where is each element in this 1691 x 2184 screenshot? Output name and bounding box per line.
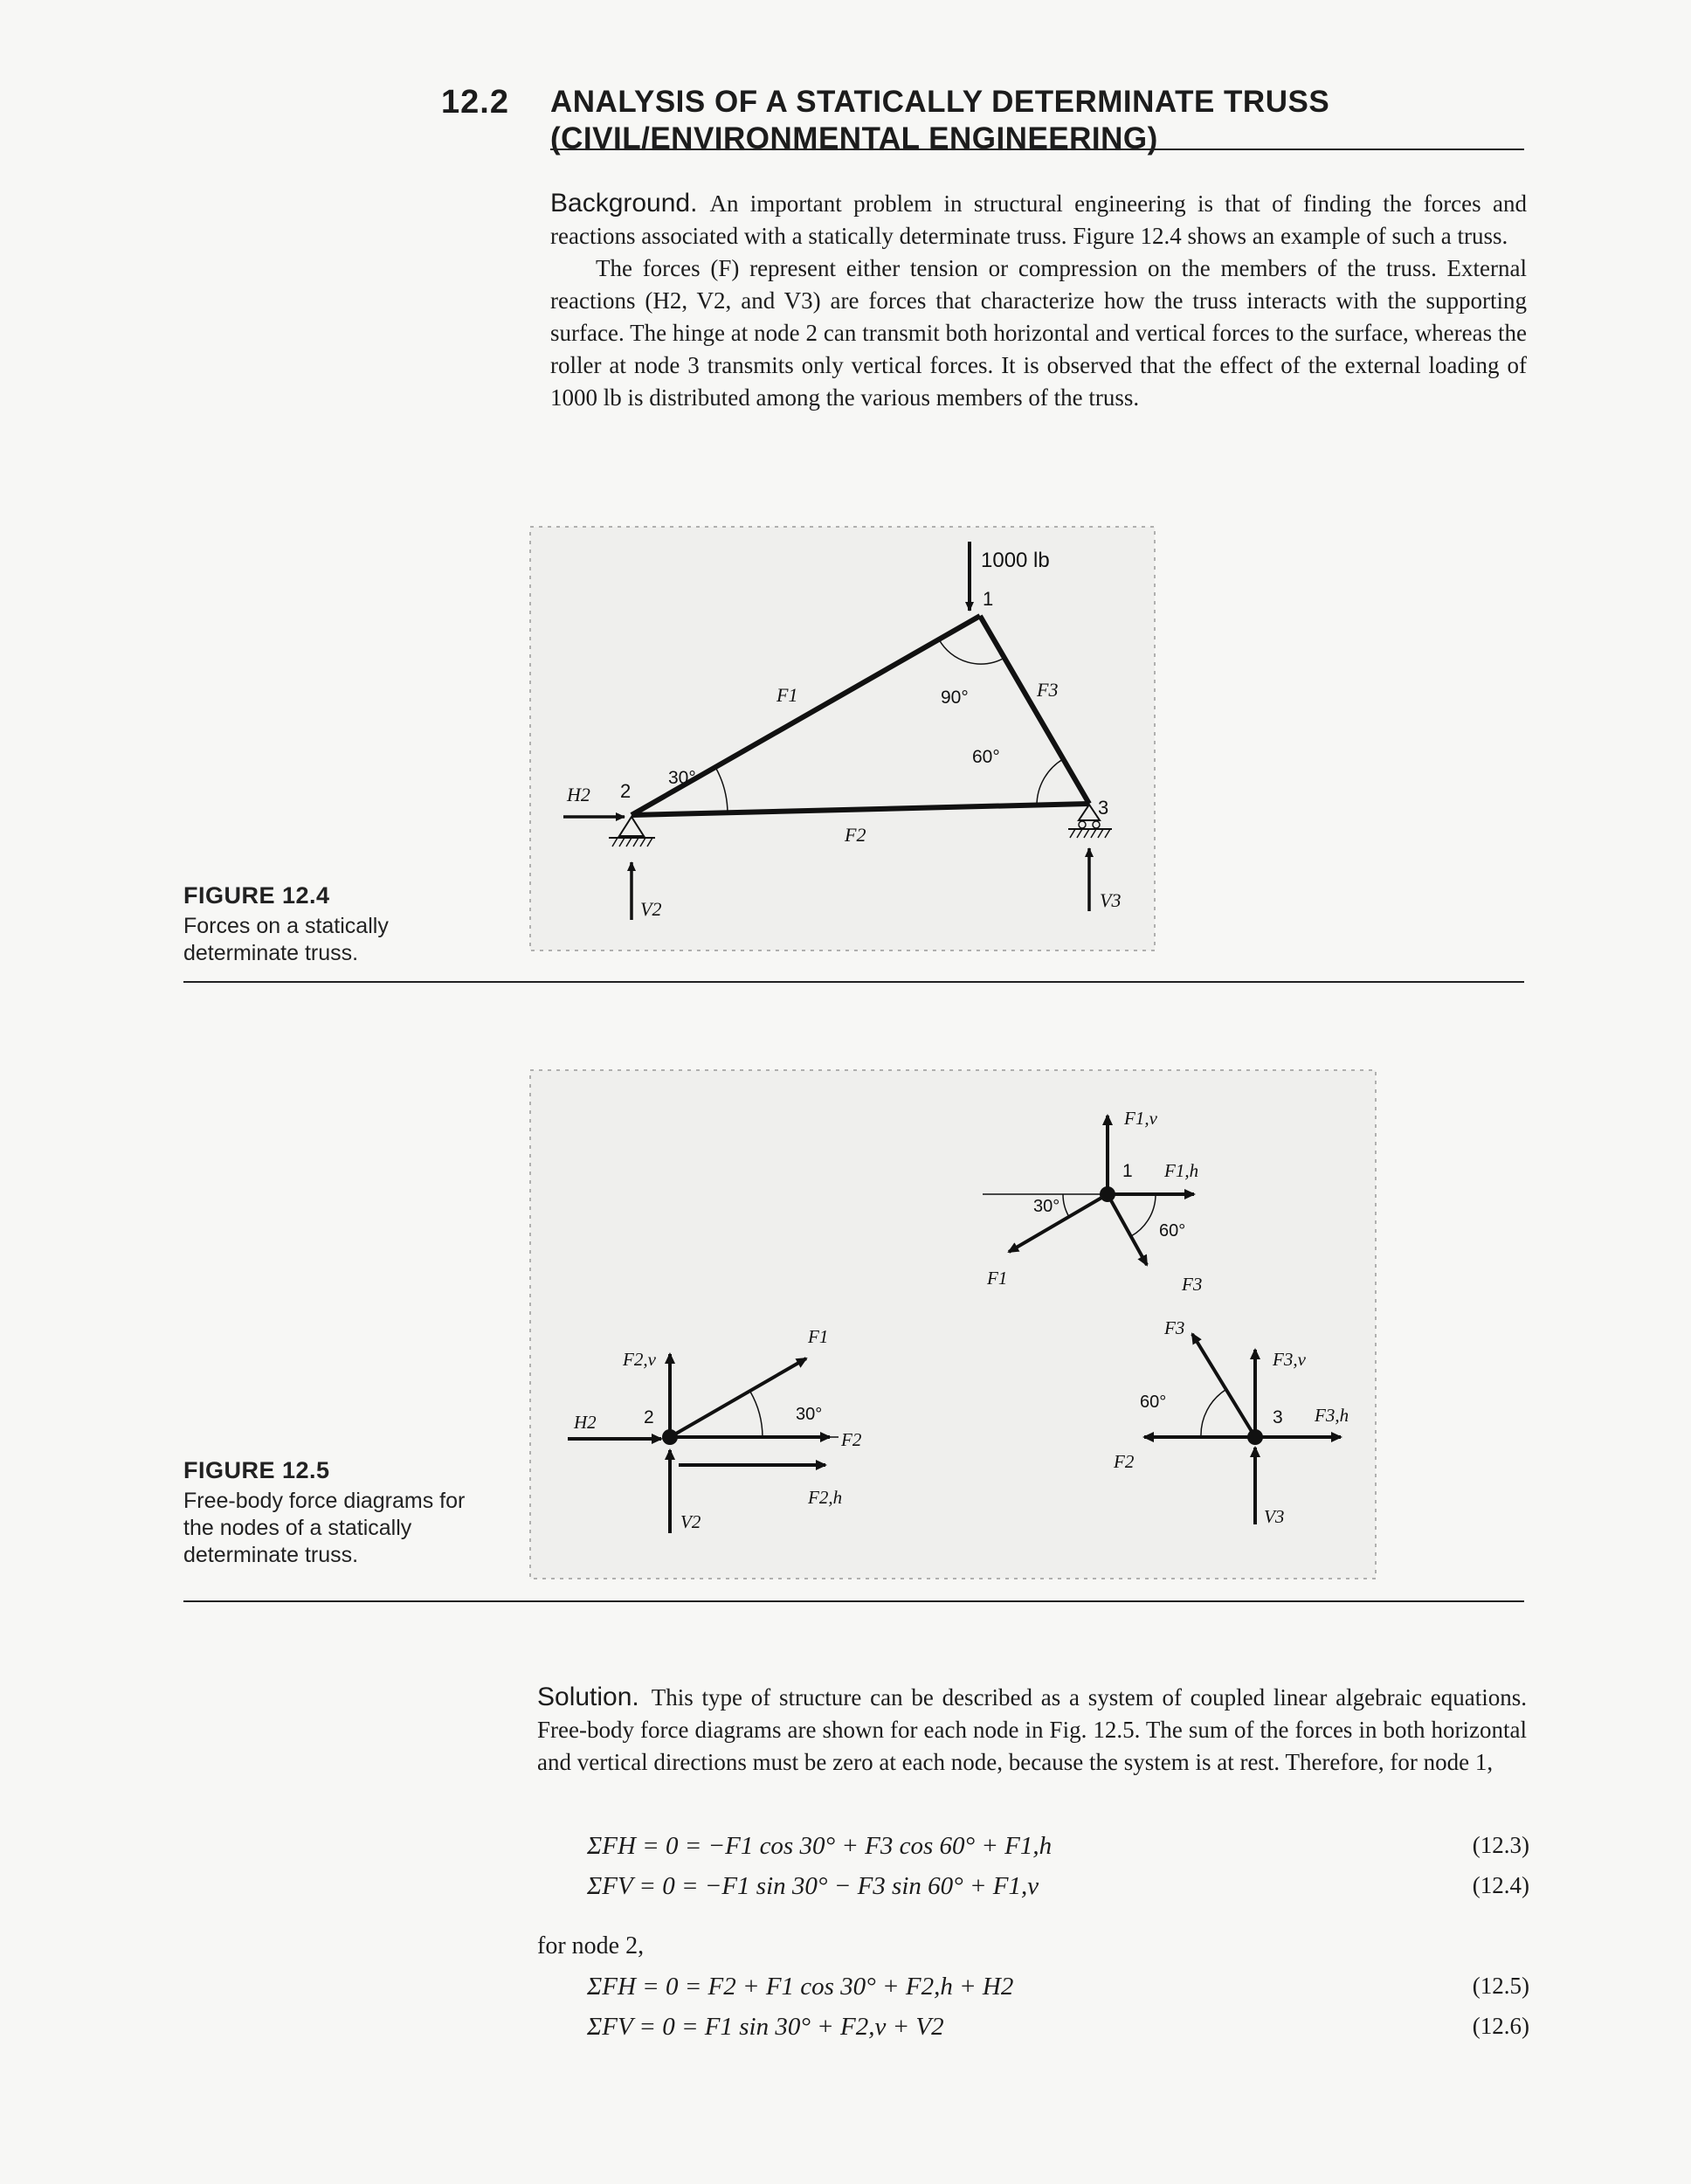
equation-12-3: ΣFH = 0 = −F1 cos 30° + F3 cos 60° + F1,h xyxy=(587,1832,1053,1860)
figure-12-4-text: Forces on a statically determinate truss. xyxy=(183,914,389,965)
section-title-line2: (CIVIL/ENVIRONMENTAL ENGINEERING) xyxy=(550,121,1158,156)
node1-dot xyxy=(1100,1186,1115,1202)
node2-f1-label: F1 xyxy=(808,1326,829,1347)
node3-f3v-label: F3,v xyxy=(1273,1349,1306,1370)
node2-f2v-label: F2,v xyxy=(623,1349,656,1370)
background-runin: Background. xyxy=(550,189,698,218)
load-label: 1000 lb xyxy=(981,549,1050,572)
figure-12-5-diagram xyxy=(528,1061,1380,1586)
node2-number: 2 xyxy=(644,1407,654,1427)
equation-12-6: ΣFV = 0 = F1 sin 30° + F2,v + V2 xyxy=(587,2013,944,2041)
node3-f2-label: F2 xyxy=(1114,1451,1135,1472)
v3-label: V3 xyxy=(1100,889,1122,911)
node1-number: 1 xyxy=(1122,1161,1133,1181)
background-text xyxy=(550,187,1527,414)
figure-12-5-rule xyxy=(183,1600,1524,1602)
solution-text xyxy=(537,1681,1527,1779)
section-number: 12.2 xyxy=(441,84,509,121)
node1-angle-60: 60° xyxy=(1159,1221,1186,1241)
node3-f3h-label: F3,h xyxy=(1315,1405,1349,1426)
solution-paragraph: Solution. This type of structure can be described as a system of coupled linear algebraic equations. Free-body force diagrams are shown for each node in Fig. 12.5. The sum of the forces in both horizontal and vertical directions must be zero at each node, because the system is at rest. Therefore, for node 1, xyxy=(537,1683,1527,1775)
f3-label: F3 xyxy=(1037,679,1059,701)
solution-runin: Solution. xyxy=(537,1683,639,1711)
node1-f1-label: F1 xyxy=(987,1268,1008,1289)
equation-12-5: ΣFH = 0 = F2 + F1 cos 30° + F2,h + H2 xyxy=(587,1973,1014,2001)
figure-frame xyxy=(530,1070,1376,1579)
node3-v3-label: V3 xyxy=(1264,1506,1285,1527)
equation-12-5-number: (12.5) xyxy=(1472,1973,1529,1999)
node2-angle-30: 30° xyxy=(796,1405,823,1424)
equation-12-4-number: (12.4) xyxy=(1472,1872,1529,1898)
section-title xyxy=(550,84,1329,157)
node-2-label: 2 xyxy=(620,780,632,802)
figure-12-4-rule xyxy=(183,981,1524,983)
node-3-label: 3 xyxy=(1098,797,1109,819)
node2-dot xyxy=(662,1429,678,1445)
node1-f1v-label: F1,v xyxy=(1124,1108,1157,1129)
node2-f2h-label: F2,h xyxy=(808,1487,843,1508)
f2-label: F2 xyxy=(845,824,866,846)
background-paragraph-1: Background. An important problem in structural engineering is that of finding the forces and reactions associated with a statically determinate truss. Figure 12.4 shows an example of such a truss. xyxy=(550,189,1527,249)
node3-number: 3 xyxy=(1273,1407,1283,1427)
equation-12-4: ΣFV = 0 = −F1 sin 30° − F3 sin 60° + F1,v xyxy=(587,1872,1039,1900)
node2-v2-label: V2 xyxy=(680,1511,701,1532)
angle-90-label: 90° xyxy=(941,688,969,708)
node1-f1h-label: F1,h xyxy=(1164,1160,1199,1181)
figure-12-4-caption xyxy=(183,882,498,967)
figure-frame xyxy=(530,527,1155,950)
node2-h2-label: H2 xyxy=(574,1412,597,1433)
figure-12-4-diagram xyxy=(528,520,1157,957)
angle-60-label: 60° xyxy=(972,747,1000,767)
equation-12-6-number: (12.6) xyxy=(1472,2013,1529,2039)
figure-12-4-label: FIGURE 12.4 xyxy=(183,882,330,909)
node2-f2-label: F2 xyxy=(841,1429,862,1450)
figure-12-5-text: Free-body force diagrams for the nodes of a statically determinate truss. xyxy=(183,1489,466,1567)
background-paragraph-2: The forces (F) represent either tension or compression on the members of the truss. External reactions (H2, V2, and V3) are forces that characterize how the truss interacts with the supporting surface. The hinge at node 2 can transmit both horizontal and vertical forces to the surface, whereas the roller at node 3 transmits only vertical forces. It is observed that the effect of the external loading of 1000 lb is distributed among the various members of the truss. xyxy=(550,255,1527,411)
equation-12-3-number: (12.3) xyxy=(1472,1832,1529,1858)
figure-12-5-caption xyxy=(183,1457,498,1569)
node3-f3-label: F3 xyxy=(1164,1317,1185,1338)
f1-label: F1 xyxy=(776,684,798,706)
node3-angle-60: 60° xyxy=(1140,1393,1167,1412)
section-title-line1: ANALYSIS OF A STATICALLY DETERMINATE TRUSS xyxy=(550,85,1330,119)
title-rule xyxy=(550,149,1524,150)
v2-label: V2 xyxy=(640,898,662,920)
angle-30-label: 30° xyxy=(668,768,696,788)
node3-dot xyxy=(1247,1429,1263,1445)
h2-label: H2 xyxy=(567,784,590,805)
for-node-2-text: for node 2, xyxy=(537,1932,645,1959)
node1-angle-30: 30° xyxy=(1033,1197,1060,1216)
node1-f3-label: F3 xyxy=(1182,1274,1203,1295)
node-1-label: 1 xyxy=(983,588,994,610)
figure-12-5-label: FIGURE 12.5 xyxy=(183,1457,330,1483)
